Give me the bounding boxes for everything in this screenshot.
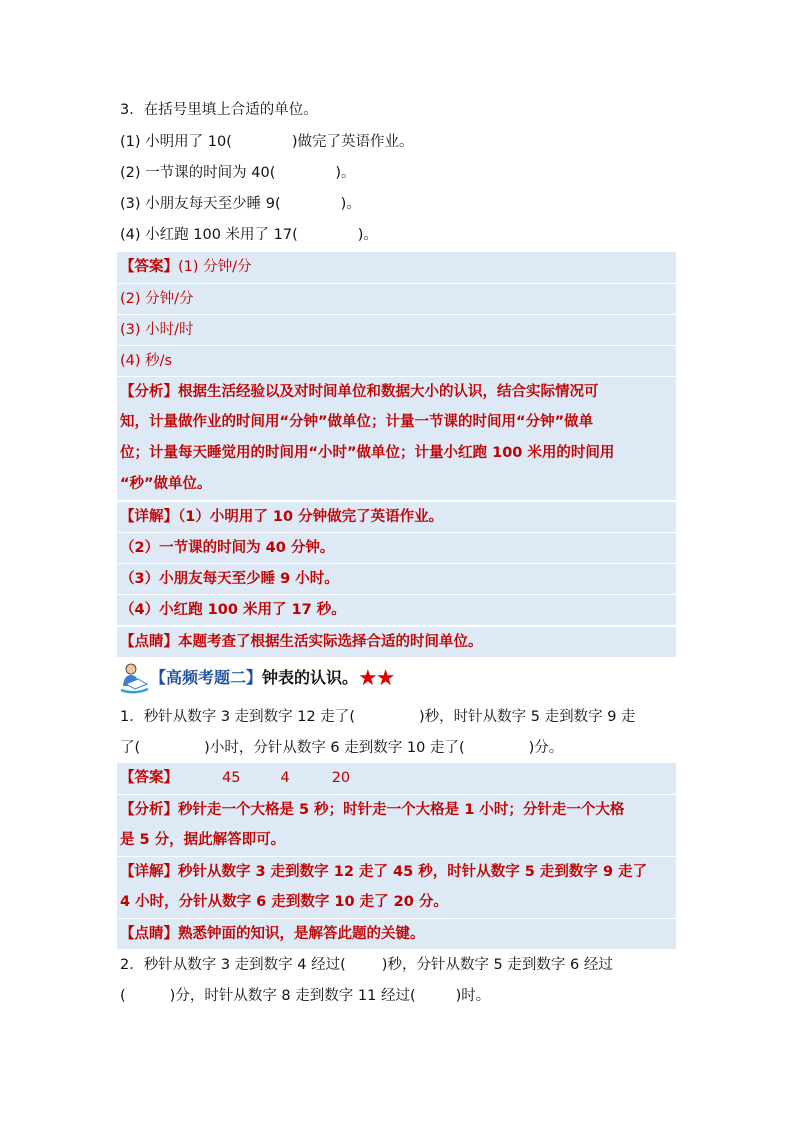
answer-label: 【答案】 [120,259,178,275]
question-text: )分，时针从数字 8 走到数字 11 经过( [169,988,416,1004]
question-text: )时。 [455,988,491,1004]
question-text: 2．秒针从数字 3 走到数字 4 经过( [120,957,346,973]
answer-text: (2) 分钟/分 [120,291,194,307]
detail-row [117,563,676,594]
item-text: )。 [340,196,361,212]
answer-value: 20 [331,770,351,786]
detail-label: 【详解】 [120,864,178,880]
question-text: )分。 [528,740,564,756]
detail-text: （1）小明用了 10 分钟做完了英语作业。 [178,509,444,525]
item-text: (3) 小朋友每天至少睡 9( [120,196,281,212]
analysis-text: 秒针走一个大格是 5 秒；时针走一个大格是 1 小时；分针走一个大格 [178,802,625,818]
item-text: (4) 小红跑 100 米用了 17( [120,227,298,243]
item-text: )。 [357,227,378,243]
question-text: 3．在括号里填上合适的单位。 [120,102,318,118]
answer-text: (4) 秒/s [120,353,173,369]
analysis-text: 位；计量每天睡觉用的时间用“小时”做单位；计量小红跑 100 米用的时间用 [120,445,615,461]
detail-text: （4）小红跑 100 米用了 17 秒。 [120,602,346,618]
analysis-row [117,376,676,407]
question-item-3 [120,189,676,220]
analysis-text: 是 5 分，据此解答即可。 [120,832,286,848]
comment-text: 熟悉钟面的知识，是解答此题的关键。 [178,926,425,942]
comment-row [117,626,676,657]
question-text: 1．秒针从数字 3 走到数字 12 走了( [120,709,355,725]
comment-row [117,918,676,949]
item-text: )做完了英语作业。 [291,134,414,150]
question-text: 了( [120,740,141,756]
star-rating: ★★ [358,666,394,691]
analysis-row [117,825,676,856]
detail-text: （3）小朋友每天至少睡 9 小时。 [120,571,339,587]
question-text: )秒，时针从数字 5 走到数字 9 走 [419,709,636,725]
question-2-line-2 [120,981,676,1012]
detail-label: 【详解】 [120,509,178,525]
analysis-label: 【分析】 [120,802,178,818]
analysis-text: 根据生活经验以及对时间单位和数据大小的认识，结合实际情况可 [178,384,599,400]
analysis-label: 【分析】 [120,384,178,400]
detail-row [117,856,676,887]
analysis-row [117,407,676,438]
detail-row [117,594,676,625]
question-item-4 [120,220,676,251]
analysis-row [117,794,676,825]
heading-tag: 【高频考题二】 [150,668,263,687]
answer-row [117,763,676,794]
question-1-line-2 [120,733,676,764]
item-text: (2) 一节课的时间为 40( [120,165,276,181]
analysis-row [117,438,676,469]
question-2-line-1 [120,950,676,981]
item-text: (1) 小明用了 10( [120,134,232,150]
answer-row [117,252,676,283]
comment-label: 【点睛】 [120,926,178,942]
comment-text: 本题考查了根据生活实际选择合适的时间单位。 [178,634,483,650]
student-reading-icon [118,662,150,694]
answer-value: 45 [222,770,241,786]
section-heading [150,662,393,694]
answer-row [117,345,676,376]
question-1-line-1 [120,702,676,733]
detail-text: （2）一节课的时间为 40 分钟。 [120,540,335,556]
heading-title: 钟表的认识。 [262,668,359,687]
detail-text: 4 小时，分针从数字 6 走到数字 10 走了 20 分。 [120,894,448,910]
detail-text: 秒针从数字 3 走到数字 12 走了 45 秒，时针从数字 5 走到数字 9 走了 [178,864,648,880]
detail-row [117,501,676,532]
comment-label: 【点睛】 [120,634,178,650]
detail-row [117,532,676,563]
question-3 [120,95,676,126]
detail-row [117,887,676,918]
answer-text: (3) 小时/时 [120,322,194,338]
item-text: )。 [335,165,356,181]
question-text: )秒，分针从数字 5 走到数字 6 经过 [381,957,613,973]
answer-text: (1) 分钟/分 [178,259,252,275]
answer-label: 【答案】 [120,770,178,786]
question-item-2 [120,158,676,189]
answer-row [117,283,676,314]
question-item-1 [120,127,676,158]
question-text: ( [120,988,126,1004]
analysis-row [117,469,676,500]
answer-value: 4 [280,770,290,786]
analysis-text: 知，计量做作业的时间用“分钟”做单位；计量一节课的时间用“分钟”做单 [120,414,594,430]
answer-row [117,314,676,345]
analysis-text: “秒”做单位。 [120,476,212,492]
question-text: )小时，分针从数字 6 走到数字 10 走了( [204,740,465,756]
